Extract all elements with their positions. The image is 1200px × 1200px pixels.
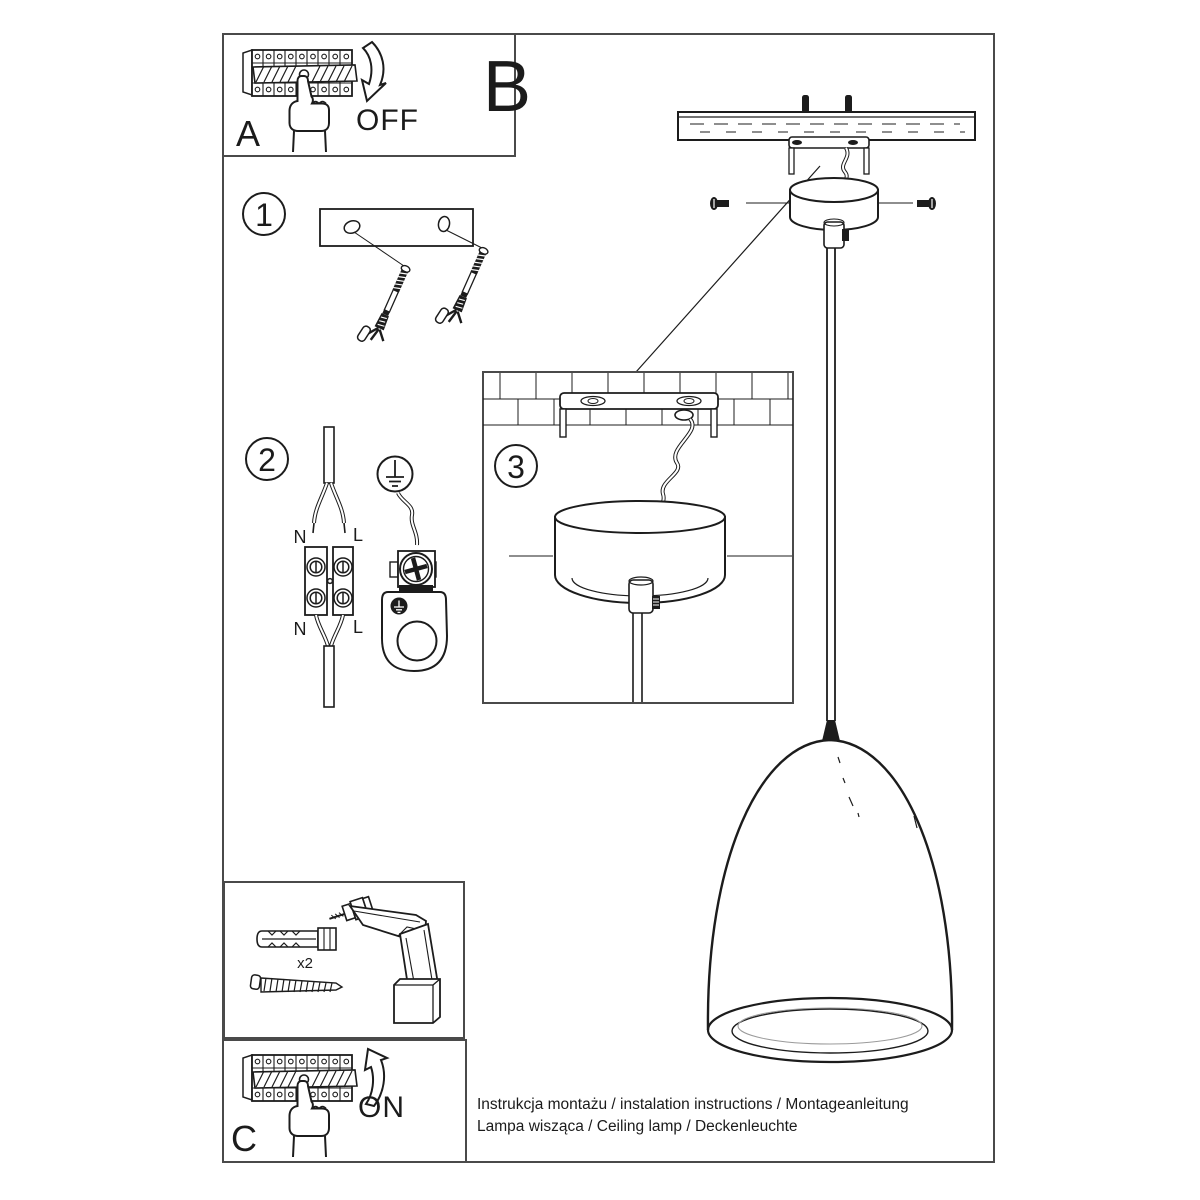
wood-beam-icon [678, 112, 975, 140]
bolt-stud [845, 95, 852, 113]
wall-anchor-screw-icon [356, 259, 415, 350]
terminal-block-icon [305, 547, 353, 615]
step-3-group [483, 372, 793, 703]
section-b-label: B [483, 47, 532, 127]
mounting-plate [320, 209, 473, 246]
earth-symbol-icon [378, 457, 413, 492]
anchor-count-label: x2 [297, 955, 313, 972]
wire-n-label: N [293, 619, 307, 639]
wire-l-label: L [352, 617, 364, 637]
drill-icon [326, 896, 440, 1023]
step-3-number: 3 [507, 449, 525, 485]
arrow-down-icon [362, 42, 386, 101]
shade-cord-grip [822, 720, 840, 741]
pendant-shade-icon [708, 720, 952, 1062]
screw-icon [250, 975, 342, 992]
suspension-cable [827, 248, 835, 721]
ceiling-bracket-icon [789, 137, 869, 174]
wire-n-label: N [293, 527, 307, 547]
canopy-icon [790, 178, 878, 248]
footer-line-2: Lampa wisząca / Ceiling lamp / Deckenleuchte [477, 1118, 798, 1135]
footer-line-1: Instrukcja montażu / instalation instructions / Montageanleitung [477, 1096, 909, 1113]
wall-anchor-screw-icon [434, 241, 493, 332]
supply-cable [324, 427, 334, 483]
step-1-group [243, 193, 493, 350]
wall-plug-icon [257, 928, 336, 950]
mounting-bracket-icon [560, 393, 718, 437]
side-screw-icon [710, 197, 729, 210]
breaker-panel-off-icon [243, 50, 357, 152]
wires-joining [316, 615, 343, 646]
panel-a-label: A [236, 113, 261, 154]
step-2-number: 2 [258, 442, 276, 478]
earth-clamp-icon [390, 551, 436, 592]
shade-highlight [838, 757, 917, 828]
wire-l-label: L [352, 525, 364, 545]
on-label: ON [358, 1091, 405, 1124]
panel-c-label: C [231, 1118, 257, 1159]
breaker-panel-on-icon [243, 1055, 357, 1157]
earth-wire [398, 493, 417, 545]
bolt-stud [802, 95, 809, 113]
side-screw-icon [917, 197, 936, 210]
earth-bracket-icon [382, 592, 447, 671]
canopy-detail-icon [555, 501, 725, 702]
hanging-wire [657, 410, 693, 514]
off-label: OFF [356, 104, 419, 137]
step-1-number: 1 [255, 197, 273, 233]
tools-group [250, 896, 440, 1023]
step-2-group [246, 427, 447, 707]
wire-ends [313, 483, 345, 533]
lamp-cable [324, 646, 334, 707]
